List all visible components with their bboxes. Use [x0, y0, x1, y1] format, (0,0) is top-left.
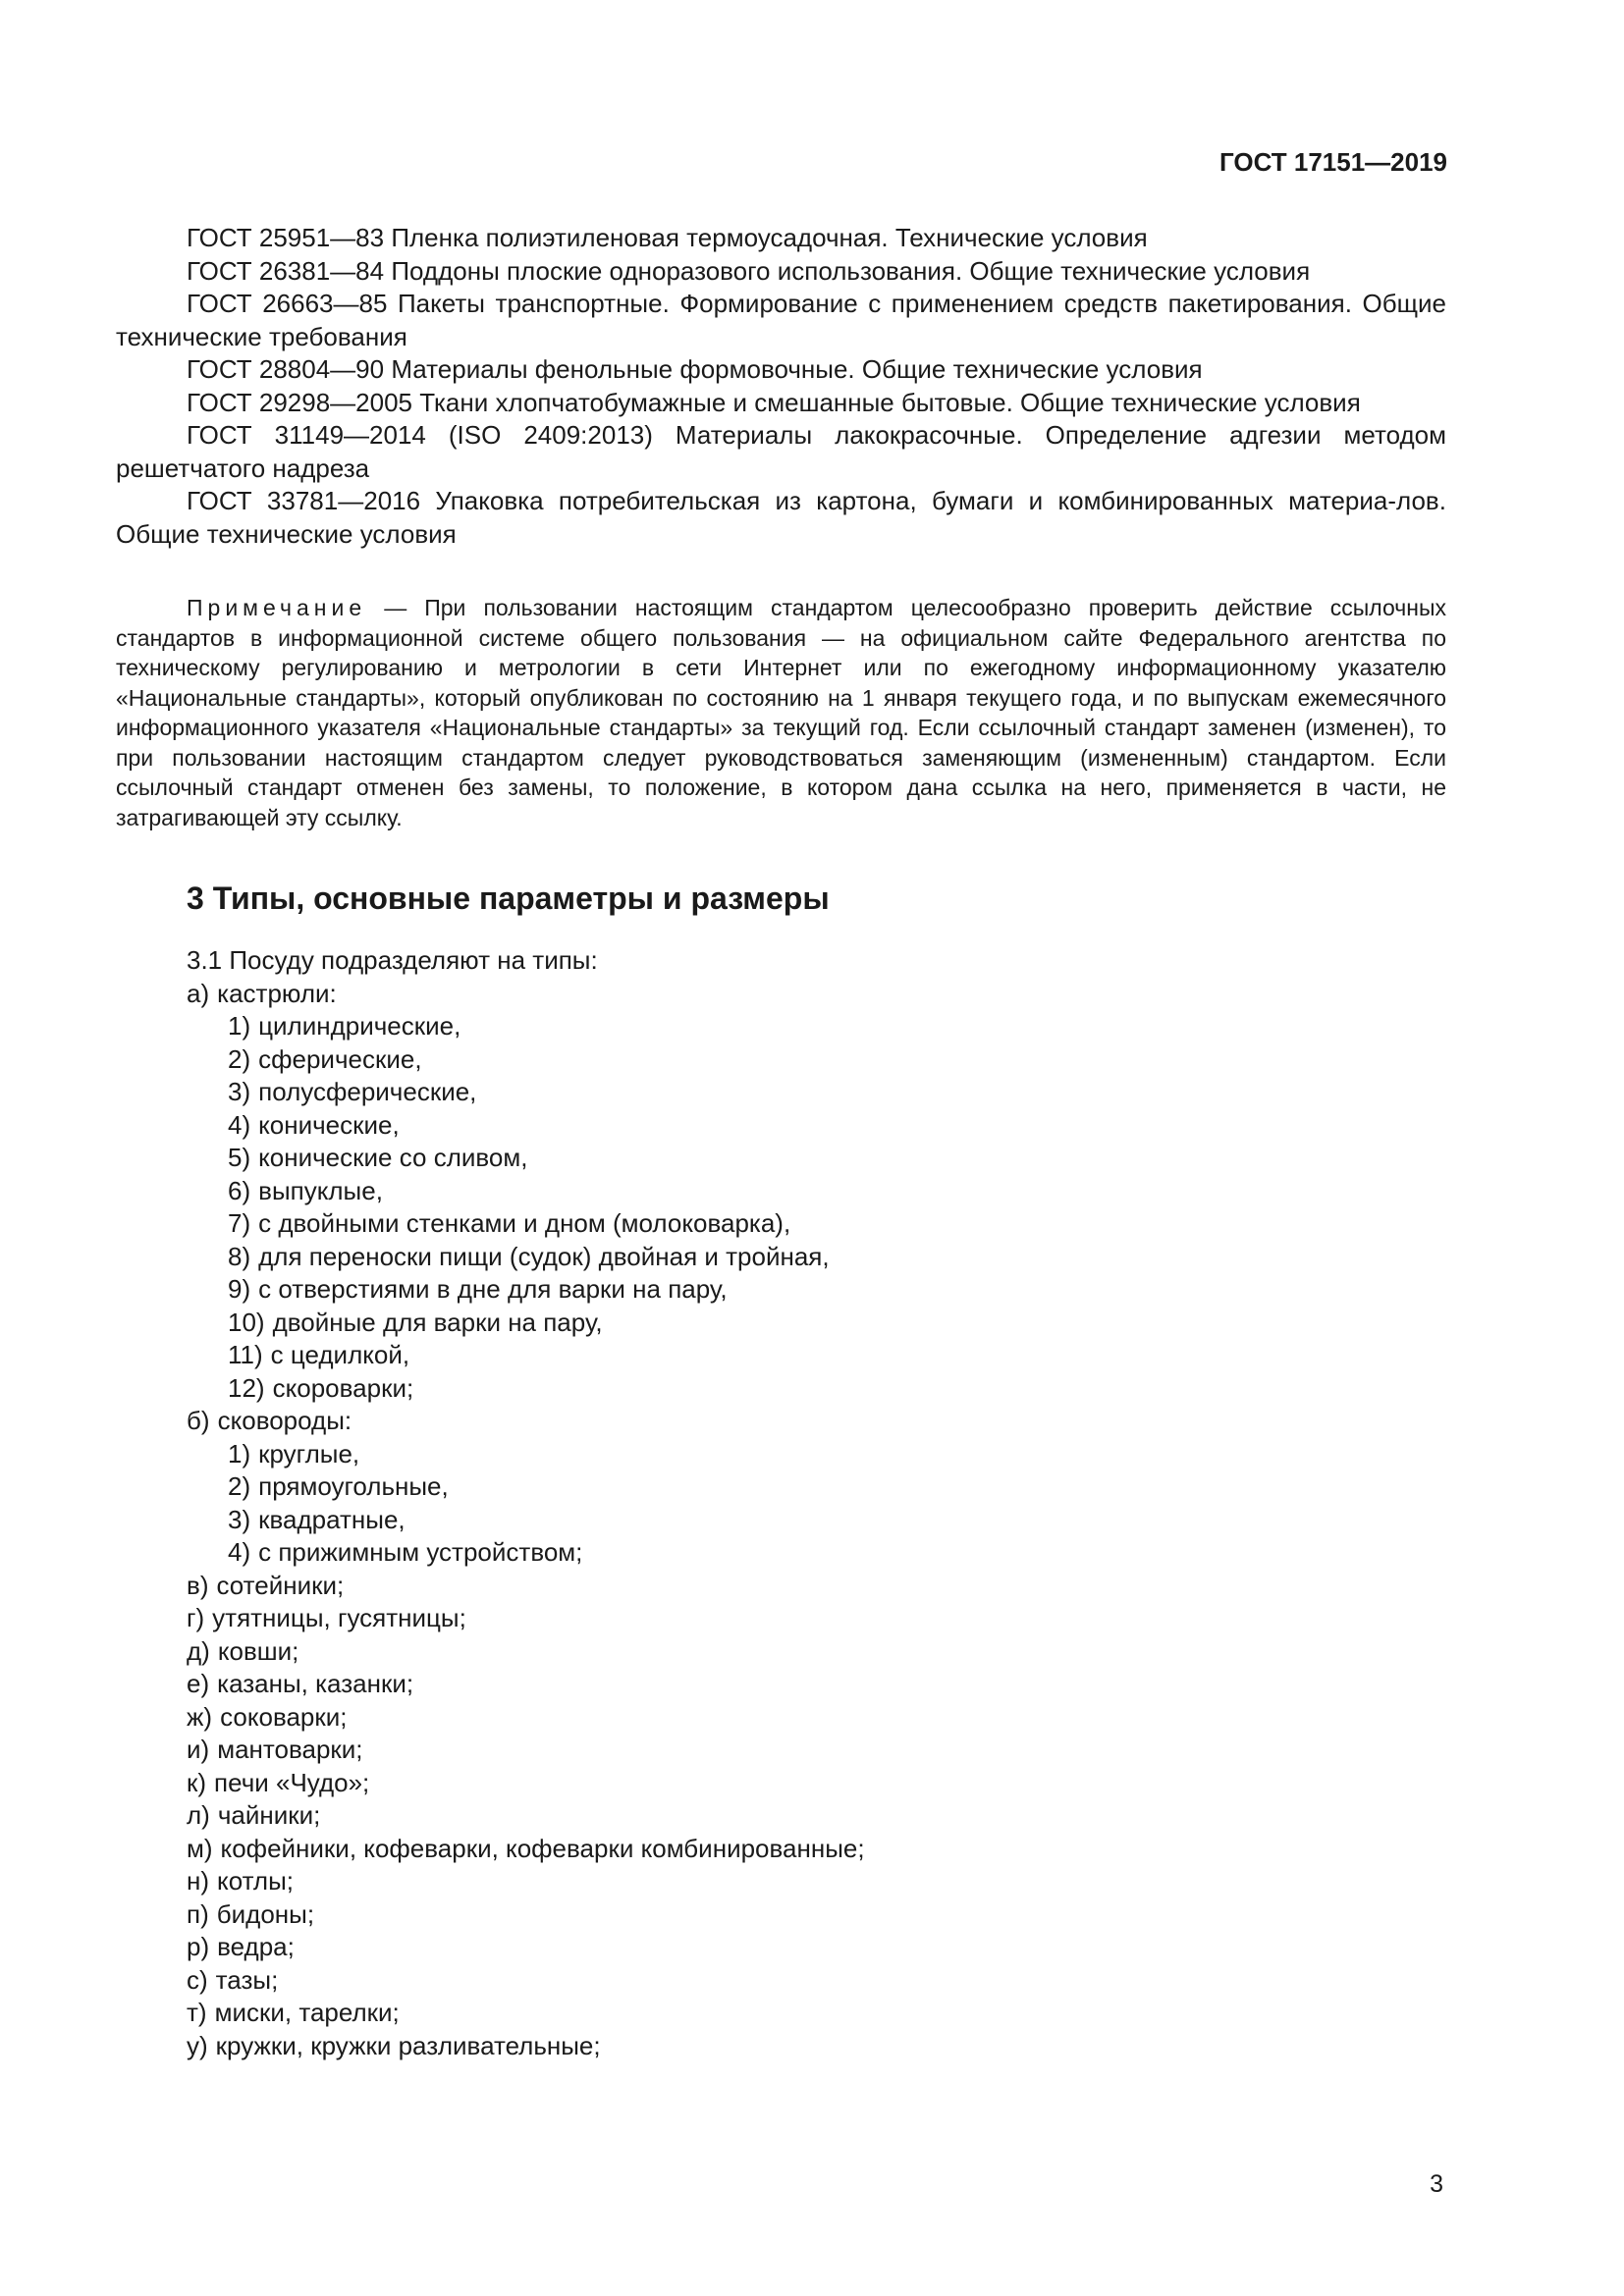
list-text: бидоны; [216, 1898, 315, 1929]
list-item [0, 1964, 1624, 1998]
sub-list-item [0, 1273, 1624, 1307]
list-marker: н) [187, 1866, 210, 1896]
list-text: цилиндрические, [258, 1011, 461, 1041]
sub-list-item [0, 1339, 1624, 1372]
reference-title: Поддоны плоские одноразового использования. Общие технические условия [391, 255, 1311, 286]
list-item [0, 1701, 1624, 1735]
sub-list-item [0, 1307, 1624, 1340]
list-marker: и) [187, 1735, 210, 1764]
list-marker: а) [187, 978, 210, 1008]
list-marker: 4) [228, 1537, 251, 1567]
reference-code: ГОСТ 29298—2005 [187, 387, 413, 417]
types-intro: 3.1 Посуду подразделяют на типы: [187, 945, 598, 975]
list-text: печи «Чудо»; [214, 1767, 370, 1797]
note-lead: Примечание [187, 595, 367, 620]
reference-code: ГОСТ 26663—85 [187, 289, 388, 318]
list-marker: д) [187, 1635, 210, 1666]
list-marker: ж) [187, 1701, 213, 1732]
list-marker: р) [187, 1932, 210, 1961]
sub-list-item [0, 1109, 1624, 1143]
list-text: миски, тарелки; [214, 1998, 400, 2027]
list-text: выпуклые, [258, 1175, 383, 1205]
sub-list-item [0, 1372, 1624, 1406]
list-marker: 12) [228, 1372, 265, 1403]
list-marker: б) [187, 1406, 210, 1435]
list-marker: 4) [228, 1109, 251, 1140]
list-item [0, 1635, 1624, 1669]
list-marker: в) [187, 1570, 209, 1600]
list-text: для переноски пищи (судок) двойная и тройная, [258, 1241, 830, 1271]
list-text: котлы; [217, 1866, 295, 1896]
list-marker: к) [187, 1767, 207, 1797]
list-text: кружки, кружки разливательные; [215, 2030, 601, 2060]
list-text: прямоугольные, [258, 1471, 449, 1501]
document-code-header: ГОСТ 17151—2019 [1219, 147, 1447, 177]
list-text: двойные для варки на пару, [272, 1307, 603, 1337]
list-text: тазы; [215, 1964, 279, 1995]
list-text: ведра; [217, 1932, 295, 1961]
reference-item [116, 255, 1446, 289]
list-text: полусферические, [258, 1077, 477, 1106]
sub-list-item [0, 1241, 1624, 1274]
list-text: с цедилкой, [270, 1340, 410, 1369]
list-marker: е) [187, 1669, 210, 1698]
sub-list-item [0, 1076, 1624, 1109]
list-item [0, 1405, 1624, 1438]
cookware-types-list [0, 944, 1624, 2062]
list-item [0, 1668, 1624, 1701]
reference-code: ГОСТ 33781—2016 [187, 486, 421, 515]
reference-code: ГОСТ 25951—83 [187, 223, 385, 252]
reference-item [116, 485, 1446, 551]
reference-item [116, 419, 1446, 485]
list-marker: 7) [228, 1208, 251, 1238]
reference-item [116, 353, 1446, 387]
list-item [0, 978, 1624, 1011]
list-marker: л) [187, 1800, 210, 1830]
list-text: скороварки; [272, 1372, 414, 1403]
sub-list-item [0, 1207, 1624, 1241]
reference-title: Материалы фенольные формовочные. Общие технические условия [391, 354, 1203, 384]
sub-list-item [0, 1470, 1624, 1504]
note-text: — При пользовании настоящим стандартом целесообразно проверить действие ссылочных стандартов в информационной системе общего пользования — на официальном сайте Федерального агентства по техническому регулированию и метрологии в сети Интернет или по ежегодному информационному указателю «Национальные стандарты», который опубликован по состоянию на 1 января текущего года, и по выпускам ежемесячного информационного указателя «Национальные стандарты» за текущий год. Если ссылочный стандарт заменен (изменен), то при пользовании настоящим стандартом следует руководствоваться заменяющим (измененным) стандартом. Если ссылочный стандарт отменен без замены, то положение, в котором дана ссылка на него, применяется в части, не затрагивающей эту ссылку. [116, 595, 1446, 830]
list-marker: г) [187, 1603, 205, 1632]
list-item [0, 1602, 1624, 1635]
list-marker: 8) [228, 1241, 251, 1271]
list-marker: 10) [228, 1307, 265, 1337]
list-marker: 3) [228, 1077, 251, 1106]
reference-title: Упаковка потребительская из картона, бумаги и комбинированных материа-лов. Общие технические условия [116, 486, 1446, 549]
list-item [0, 1570, 1624, 1603]
reference-item [116, 288, 1446, 353]
reference-title: Пленка полиэтиленовая термоусадочная. Технические условия [391, 223, 1148, 252]
list-text: сковороды: [217, 1406, 352, 1435]
sub-list-item [0, 1438, 1624, 1471]
list-item [0, 1997, 1624, 2030]
list-text: сферические, [258, 1043, 422, 1074]
list-item [0, 2030, 1624, 2063]
list-text: мантоварки; [217, 1735, 363, 1764]
list-text: с двойными стенками и дном (молоковарка), [258, 1208, 791, 1238]
list-item [0, 1799, 1624, 1833]
page-number: 3 [1430, 2170, 1443, 2198]
list-marker: 2) [228, 1471, 251, 1501]
list-marker: 5) [228, 1143, 251, 1172]
list-text: кофейники, кофеварки, кофеварки комбинированные; [220, 1833, 865, 1863]
list-marker: у) [187, 2030, 208, 2060]
list-marker: 3) [228, 1504, 251, 1534]
list-item [0, 1898, 1624, 1932]
list-text: утятницы, гусятницы; [212, 1603, 466, 1632]
list-text: чайники; [217, 1800, 321, 1830]
list-marker: 11) [228, 1340, 263, 1369]
list-marker: с) [187, 1964, 208, 1995]
list-text: конические со сливом, [258, 1143, 528, 1172]
sub-list-item [0, 1175, 1624, 1208]
list-text: квадратные, [258, 1504, 406, 1534]
list-text: с прижимным устройством; [258, 1537, 583, 1567]
reference-item [116, 222, 1446, 255]
reference-title: Пакеты транспортные. Формирование с применением средств пакетирования. Общие технические требования [116, 289, 1446, 351]
list-text: конические, [258, 1109, 400, 1140]
reference-code: ГОСТ 31149—2014 (ISO 2409:2013) [187, 420, 653, 450]
list-text: с отверстиями в дне для варки на пару, [258, 1274, 728, 1304]
sub-list-item [0, 1142, 1624, 1175]
sub-list-item [0, 1504, 1624, 1537]
list-marker: 1) [228, 1011, 251, 1041]
list-marker: п) [187, 1898, 209, 1929]
list-marker: т) [187, 1998, 207, 2027]
list-text: круглые, [258, 1438, 360, 1468]
list-marker: 9) [228, 1274, 251, 1304]
list-marker: 1) [228, 1438, 251, 1468]
reference-item [116, 387, 1446, 420]
note-paragraph [116, 593, 1446, 832]
list-item [0, 1931, 1624, 1964]
sub-list-item [0, 1010, 1624, 1043]
list-item [0, 1767, 1624, 1800]
reference-code: ГОСТ 28804—90 [187, 354, 385, 384]
list-item [0, 1734, 1624, 1767]
list-marker: 2) [228, 1043, 251, 1074]
list-item [0, 1865, 1624, 1898]
list-marker: 6) [228, 1175, 251, 1205]
list-text: соковарки; [220, 1701, 348, 1732]
list-text: сотейники; [216, 1570, 345, 1600]
list-text: ковши; [217, 1635, 299, 1666]
list-item [0, 1833, 1624, 1866]
list-marker: м) [187, 1833, 213, 1863]
reference-code: ГОСТ 26381—84 [187, 255, 385, 286]
list-text: казаны, казанки; [217, 1669, 414, 1698]
sub-list-item [0, 1043, 1624, 1077]
reference-title: Материалы лакокрасочные. Определение адгезии методом решетчатого надреза [116, 420, 1446, 483]
list-text: кастрюли: [217, 978, 337, 1008]
reference-title: Ткани хлопчатобумажные и смешанные бытовые. Общие технические условия [419, 387, 1361, 417]
sub-list-item [0, 1536, 1624, 1570]
section-heading: 3 Типы, основные параметры и размеры [187, 881, 830, 916]
normative-references-list [116, 222, 1446, 551]
